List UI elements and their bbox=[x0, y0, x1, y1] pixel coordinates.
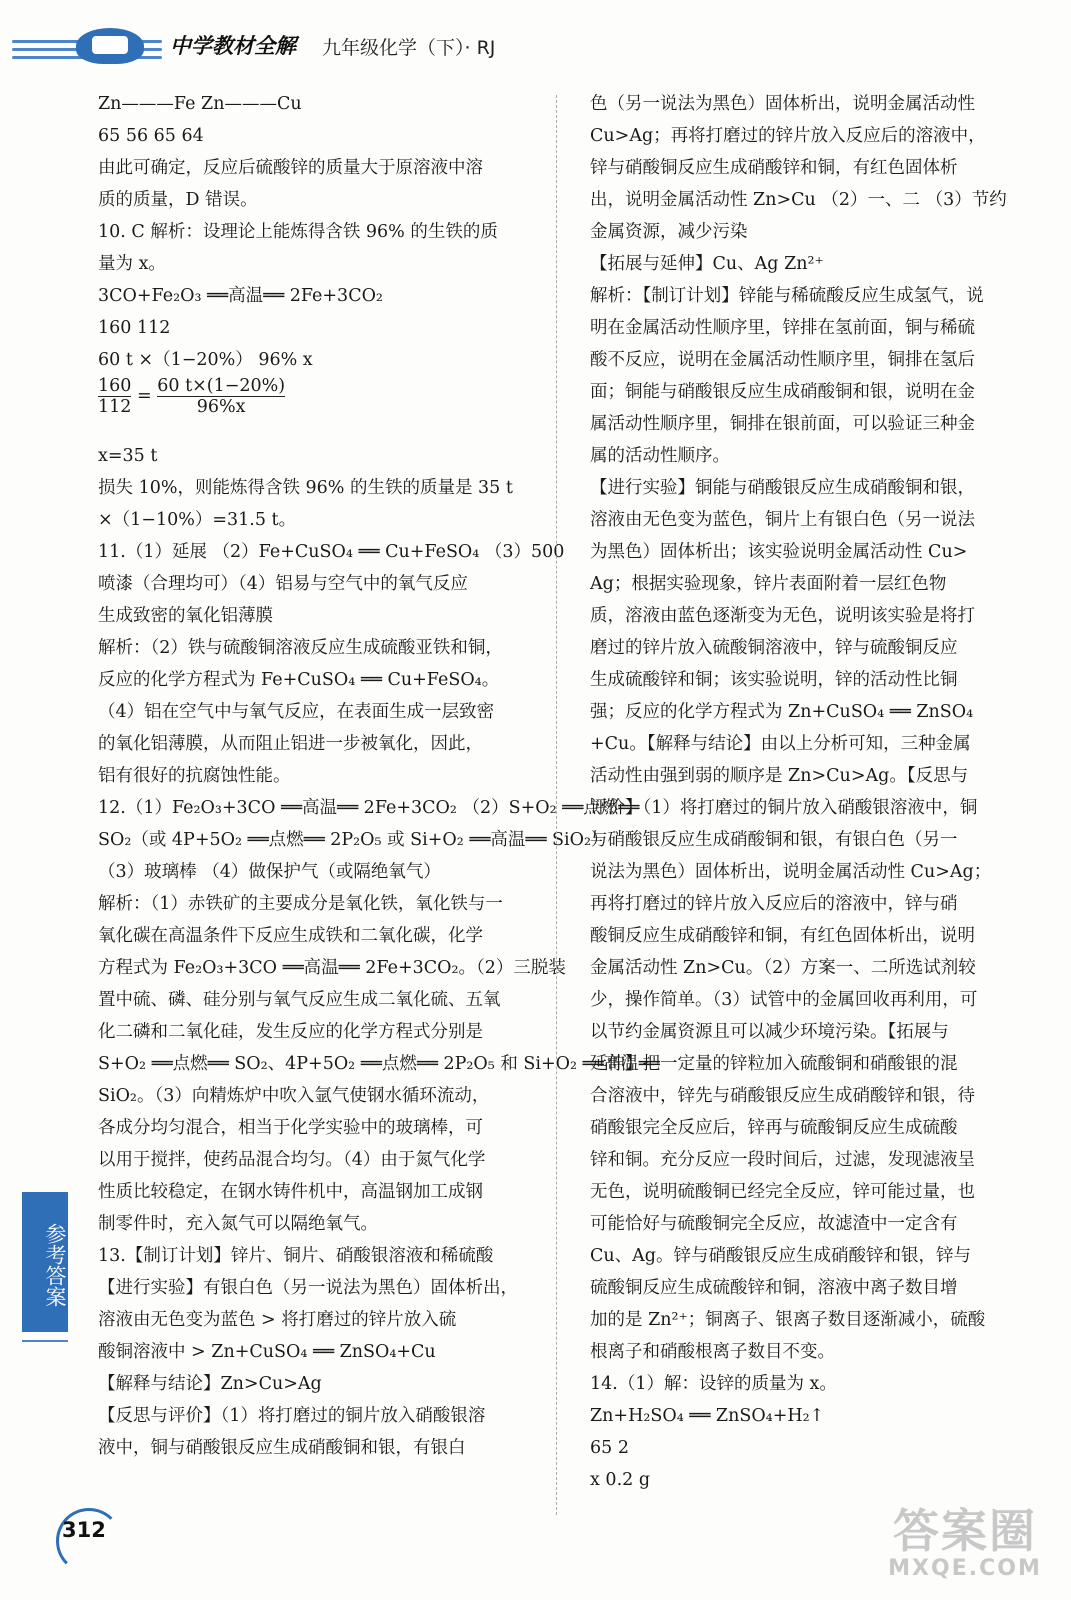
left-text-line: 【解释与结论】Zn>Cu>Ag bbox=[98, 1374, 322, 1394]
left-text-line: 12.（1）Fe₂O₃+3CO ══高温══ 2Fe+3CO₂ （2）S+O₂ ══点燃══ bbox=[98, 798, 640, 818]
left-text-line: 置中硫、磷、硅分别与氧气反应生成二氧化硫、五氧 bbox=[98, 990, 501, 1010]
right-text-line: 为黑色）固体析出；该实验说明金属活动性 Cu> bbox=[590, 542, 968, 562]
right-text-line: 延伸】把一定量的锌粒加入硫酸铜和硝酸银的混 bbox=[590, 1054, 958, 1074]
right-text-line: 硫酸铜反应生成硫酸锌和铜，溶液中离子数目增 bbox=[590, 1278, 958, 1298]
right-text-line: 锌和铜。充分反应一段时间后，过滤，发现滤液呈 bbox=[590, 1150, 975, 1170]
right-column bbox=[590, 88, 1050, 1496]
equals-sign: = bbox=[136, 386, 152, 406]
left-text-line: 的氧化铝薄膜，从而阻止铝进一步被氧化，因此， bbox=[98, 734, 483, 754]
right-text-line: Ag；根据实验现象，锌片表面附着一层红色物 bbox=[590, 574, 947, 594]
right-text-line: 强；反应的化学方程式为 Zn+CuSO₄ ══ ZnSO₄ bbox=[590, 702, 974, 722]
left-text-line: 液中，铜与硝酸银反应生成硝酸铜和银，有银白 bbox=[98, 1438, 466, 1458]
right-text-line: 色（另一说法为黑色）固体析出，说明金属活动性 bbox=[590, 94, 975, 114]
right-text-line: 无色，说明硫酸铜已经完全反应，锌可能过量，也 bbox=[590, 1182, 975, 1202]
left-text-line: 13.【制订计划】锌片、铜片、硝酸银溶液和稀硫酸 bbox=[98, 1246, 494, 1266]
right-text-line: 活动性由强到弱的顺序是 Zn>Cu>Ag。【反思与 bbox=[590, 766, 969, 786]
side-tab-decoration bbox=[22, 1340, 68, 1356]
column-divider bbox=[556, 95, 557, 1515]
left-text-line: 解析：（1）赤铁矿的主要成分是氧化铁，氧化铁与一 bbox=[98, 894, 503, 914]
right-text-line: 质，溶液由蓝色逐渐变为无色，说明该实验是将打 bbox=[590, 606, 975, 626]
fraction-equation bbox=[98, 376, 546, 440]
right-text-line: x 0.2 g bbox=[590, 1470, 651, 1490]
left-text-line: Zn———Fe Zn———Cu bbox=[98, 94, 302, 114]
right-text-line: 出，说明金属活动性 Zn>Cu （2）一、二 （3）节约 bbox=[590, 190, 1007, 210]
left-text-line: 反应的化学方程式为 Fe+CuSO₄ ══ Cu+FeSO₄。 bbox=[98, 670, 500, 690]
right-text-line: Zn+H₂SO₄ ══ ZnSO₄+H₂↑ bbox=[590, 1406, 825, 1426]
fraction-right bbox=[157, 376, 285, 417]
header-title: 中学教材全解 bbox=[170, 34, 296, 58]
left-text-line: （3）玻璃棒 （4）做保护气（或隔绝氧气） bbox=[98, 862, 441, 882]
fraction-left-numerator: 160 bbox=[98, 376, 132, 396]
right-text-line: 可能恰好与硫酸铜完全反应，故滤渣中一定含有 bbox=[590, 1214, 958, 1234]
left-text-line: 量为 x。 bbox=[98, 254, 166, 274]
left-text-line: 各成分均匀混合，相当于化学实验中的玻璃棒，可 bbox=[98, 1118, 483, 1138]
right-text-line: 合溶液中，锌先与硝酸银反应生成硝酸锌和银，待 bbox=[590, 1086, 975, 1106]
left-text-line: 损失 10%，则能炼得含铁 96% 的生铁的质量是 35 t bbox=[98, 478, 513, 498]
right-text-line: 加的是 Zn²⁺；铜离子、银离子数目逐渐减小，硫酸 bbox=[590, 1310, 986, 1330]
left-text-line: 11.（1）延展 （2）Fe+CuSO₄ ══ Cu+FeSO₄ （3）500 bbox=[98, 542, 565, 562]
fraction-right-denominator: 96%x bbox=[196, 397, 246, 417]
header-subtitle: 九年级化学（下）· RJ bbox=[322, 37, 496, 59]
right-text-line: Cu、Ag。锌与硝酸银反应生成硝酸锌和银，锌与 bbox=[590, 1246, 971, 1266]
right-text-line: 解析：【制订计划】锌能与稀硫酸反应生成氢气，说 bbox=[590, 286, 984, 306]
right-text-line: 酸铜反应生成硝酸锌和铜，有红色固体析出，说明 bbox=[590, 926, 975, 946]
left-text-line: 喷漆（合理均可）（4）铝易与空气中的氧气反应 bbox=[98, 574, 468, 594]
right-text-line: 酸不反应，说明在金属活动性顺序里，铜排在氢后 bbox=[590, 350, 975, 370]
left-text-line: 方程式为 Fe₂O₃+3CO ══高温══ 2Fe+3CO₂。（2）三脱装 bbox=[98, 958, 566, 978]
left-text-line: 质的质量，D 错误。 bbox=[98, 190, 258, 210]
left-text-line: SiO₂。（3）向精炼炉中吹入氩气使钢水循环流动， bbox=[98, 1086, 490, 1106]
left-text-line: SO₂（或 4P+5O₂ ══点燃══ 2P₂O₅ 或 Si+O₂ ══高温══ SiO₂） bbox=[98, 830, 609, 850]
left-text-line: 65 56 65 64 bbox=[98, 126, 204, 146]
right-text-line: 金属资源，减少污染 bbox=[590, 222, 748, 242]
right-text-line: 再将打磨过的锌片放入反应后的溶液中，锌与硝 bbox=[590, 894, 958, 914]
left-text-line: 10. C 解析：设理论上能炼得含铁 96% 的生铁的质 bbox=[98, 222, 498, 242]
right-text-line: 少，操作简单。（3）试管中的金属回收再利用，可 bbox=[590, 990, 978, 1010]
right-text-line: 根离子和硝酸根离子数目不变。 bbox=[590, 1342, 835, 1362]
watermark-url: MXQE.COM bbox=[888, 1556, 1042, 1581]
book-logo-icon bbox=[76, 28, 144, 64]
page-header bbox=[0, 0, 1071, 90]
left-text-line: 【反思与评价】（1）将打磨过的铜片放入硝酸银溶 bbox=[98, 1406, 486, 1426]
fraction-left bbox=[98, 376, 131, 417]
left-text-line: 解析：（2）铁与硫酸铜溶液反应生成硫酸亚铁和铜， bbox=[98, 638, 503, 658]
right-text-line: 属的活动性顺序。 bbox=[590, 446, 730, 466]
left-text-line: 化二磷和二氧化硅，发生反应的化学方程式分别是 bbox=[98, 1022, 483, 1042]
right-text-line: 与硝酸银反应生成硝酸铜和银，有银白色（另一 bbox=[590, 830, 958, 850]
left-text-line: ×（1−10%）=31.5 t。 bbox=[98, 510, 297, 530]
left-text-line: 溶液由无色变为蓝色 > 将打磨过的锌片放入硫 bbox=[98, 1310, 457, 1330]
right-text-line: 锌与硝酸铜反应生成硝酸锌和铜，有红色固体析 bbox=[590, 158, 958, 178]
left-text-line: 【进行实验】有银白色（另一说法为黑色）固体析出， bbox=[98, 1278, 518, 1298]
left-text-line: 由此可确定，反应后硫酸锌的质量大于原溶液中溶 bbox=[98, 158, 483, 178]
left-text-line: x=35 t bbox=[98, 446, 158, 466]
right-text-line: 金属活动性 Zn>Cu。（2）方案一、二所选试剂较 bbox=[590, 958, 976, 978]
right-text-line: 面；铜能与硝酸银反应生成硝酸铜和银，说明在金 bbox=[590, 382, 975, 402]
left-text-line: 160 112 bbox=[98, 318, 171, 338]
right-text-line: 明在金属活动性顺序里，锌排在氢前面，铜与稀硫 bbox=[590, 318, 975, 338]
left-text-line: 铝有很好的抗腐蚀性能。 bbox=[98, 766, 291, 786]
right-text-line: 溶液由无色变为蓝色，铜片上有银白色（另一说法 bbox=[590, 510, 975, 530]
right-text-line: 【进行实验】铜能与硝酸银反应生成硝酸铜和银， bbox=[590, 478, 975, 498]
right-text-line: 65 2 bbox=[590, 1438, 629, 1458]
right-text-line: 评价】（1）将打磨过的铜片放入硝酸银溶液中，铜 bbox=[590, 798, 978, 818]
right-text-line: 磨过的锌片放入硫酸铜溶液中，锌与硫酸铜反应 bbox=[590, 638, 958, 658]
right-text-line: Cu>Ag；再将打磨过的锌片放入反应后的溶液中， bbox=[590, 126, 986, 146]
right-text-line: 属活动性顺序里，铜排在银前面，可以验证三种金 bbox=[590, 414, 975, 434]
left-text-line: 酸铜溶液中 > Zn+CuSO₄ ══ ZnSO₄+Cu bbox=[98, 1342, 436, 1362]
left-text-line: 性质比较稳定，在钢水铸件机中，高温钢加工成钢 bbox=[98, 1182, 483, 1202]
left-text-line: 生成致密的氧化铝薄膜 bbox=[98, 606, 273, 626]
right-text-line: 以节约金属资源且可以减少环境污染。【拓展与 bbox=[590, 1022, 949, 1042]
right-text-line: 生成硫酸锌和铜；该实验说明，锌的活动性比铜 bbox=[590, 670, 958, 690]
left-text-line: （4）铝在空气中与氧气反应，在表面生成一层致密 bbox=[98, 702, 495, 722]
watermark-logo-text: 答案圈 bbox=[893, 1504, 1037, 1558]
right-text-line: 【拓展与延伸】Cu、Ag Zn²⁺ bbox=[590, 254, 824, 274]
left-text-line: 以用于搅拌，使药品混合均匀。（4）由于氮气化学 bbox=[98, 1150, 486, 1170]
left-text-line: 60 t ×（1−20%） 96% x bbox=[98, 350, 313, 370]
right-text-line: 14.（1）解：设锌的质量为 x。 bbox=[590, 1374, 837, 1394]
right-text-line: 说法为黑色）固体析出，说明金属活动性 Cu>Ag； bbox=[590, 862, 992, 882]
side-tab-answers: 参考答案 bbox=[22, 1192, 68, 1332]
fraction-left-denominator: 112 bbox=[98, 397, 132, 417]
right-text-line: +Cu。【解释与结论】由以上分析可知，三种金属 bbox=[590, 734, 971, 754]
left-text-line: S+O₂ ══点燃══ SO₂、4P+5O₂ ══点燃══ 2P₂O₅ 和 Si+O₂ ══高温══ bbox=[98, 1054, 660, 1074]
left-text-line: 制零件时，充入氮气可以隔绝氧气。 bbox=[98, 1214, 378, 1234]
left-text-line: 氧化碳在高温条件下反应生成铁和二氧化碳，化学 bbox=[98, 926, 483, 946]
page-number: 312 bbox=[62, 1518, 106, 1542]
right-text-line: 硝酸银完全反应后，锌再与硫酸铜反应生成硫酸 bbox=[590, 1118, 958, 1138]
watermark bbox=[875, 1506, 1055, 1586]
left-text-line: 3CO+Fe₂O₃ ══高温══ 2Fe+3CO₂ bbox=[98, 286, 383, 306]
fraction-right-numerator: 60 t×(1−20%) bbox=[157, 376, 286, 396]
